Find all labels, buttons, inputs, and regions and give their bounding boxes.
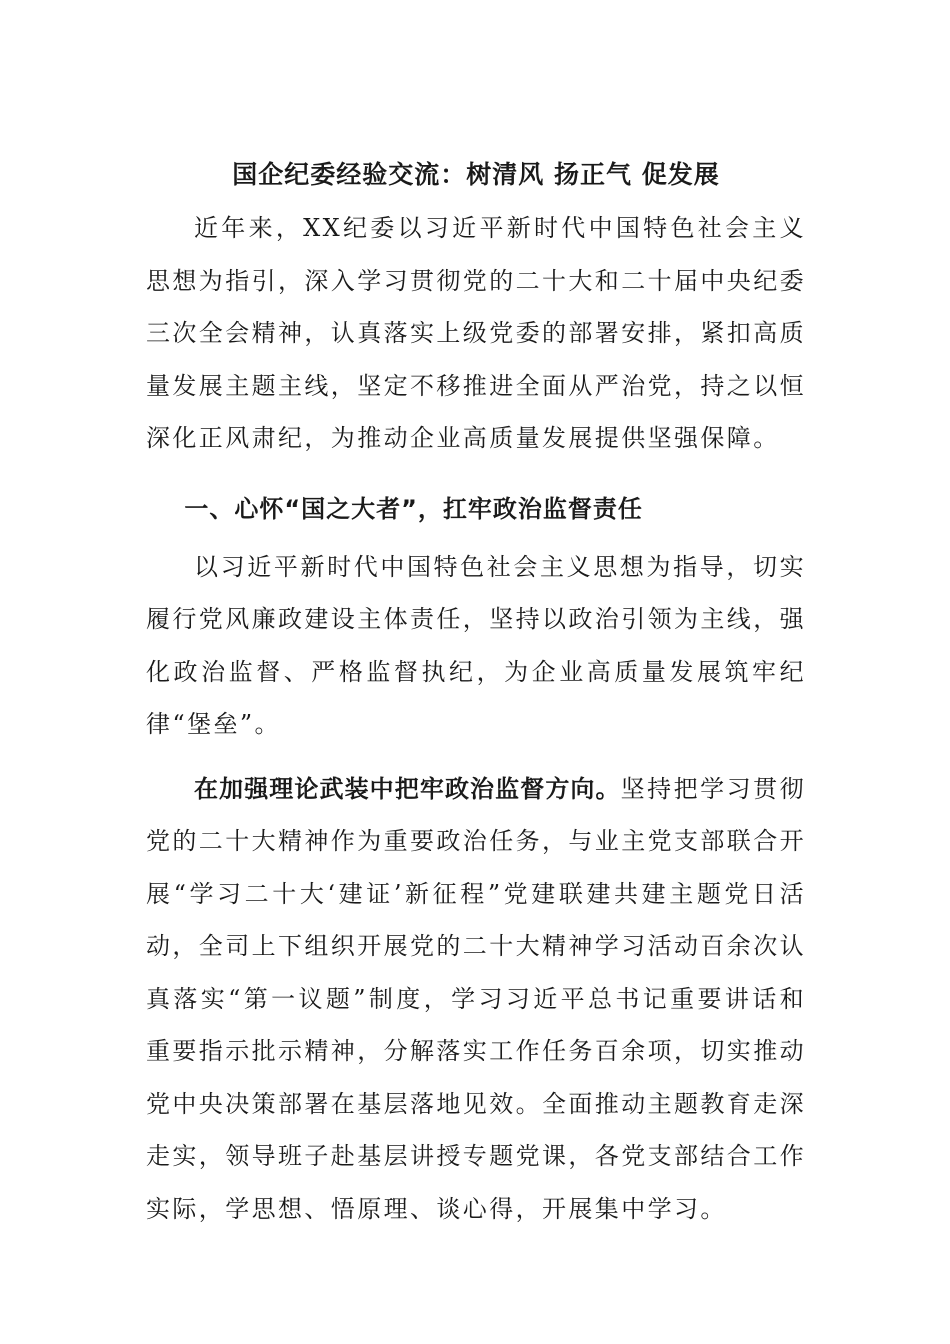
document-title: 国企纪委经验交流：树清风 扬正气 促发展 <box>232 160 720 189</box>
spacer <box>146 751 806 763</box>
section-heading: 一、心怀“国之大者”，扛牢政治监督责任 <box>184 494 643 523</box>
paragraph-lead-sentence: 在加强理论武装中把牢政治监督方向。 <box>194 774 621 803</box>
spacer <box>146 465 806 477</box>
section-paragraph-detail <box>146 763 806 1236</box>
intro-paragraph: 近年来，XX纪委以习近平新时代中国特色社会主义思想为指引，深入学习贯彻党的二十大和二十届中央纪委三次全会精神，认真落实上级党委的部署安排，紧扣高质量发展主题主线，坚定不移推进全面从严治党，持之以恒深化正风肃纪，为推动企业高质量发展提供坚强保障。 <box>146 214 806 452</box>
document-page <box>146 150 806 1235</box>
section-paragraph: 以习近平新时代中国特色社会主义思想为指导，切实履行党风廉政建设主体责任，坚持以政治引领为主线，强化政治监督、严格监督执纪，为企业高质量发展筑牢纪律“堡垒”。 <box>146 552 806 738</box>
paragraph-body: 坚持把学习贯彻党的二十大精神作为重要政治任务，与业主党支部联合开展“学习二十大‘建证’新征程”党建联建共建主题党日活动，全司上下组织开展党的二十大精神学习活动百余次认真落实“第一议题”制度，学习习近平总书记重要讲话和重要指示批示精神，分解落实工作任务百余项，切实推动党中央决策部署在基层落地见效。全面推动主题教育走深走实，领导班子赴基层讲授专题党课，各党支部结合工作实际，学思想、悟原理、谈心得，开展集中学习。 <box>146 774 806 1223</box>
